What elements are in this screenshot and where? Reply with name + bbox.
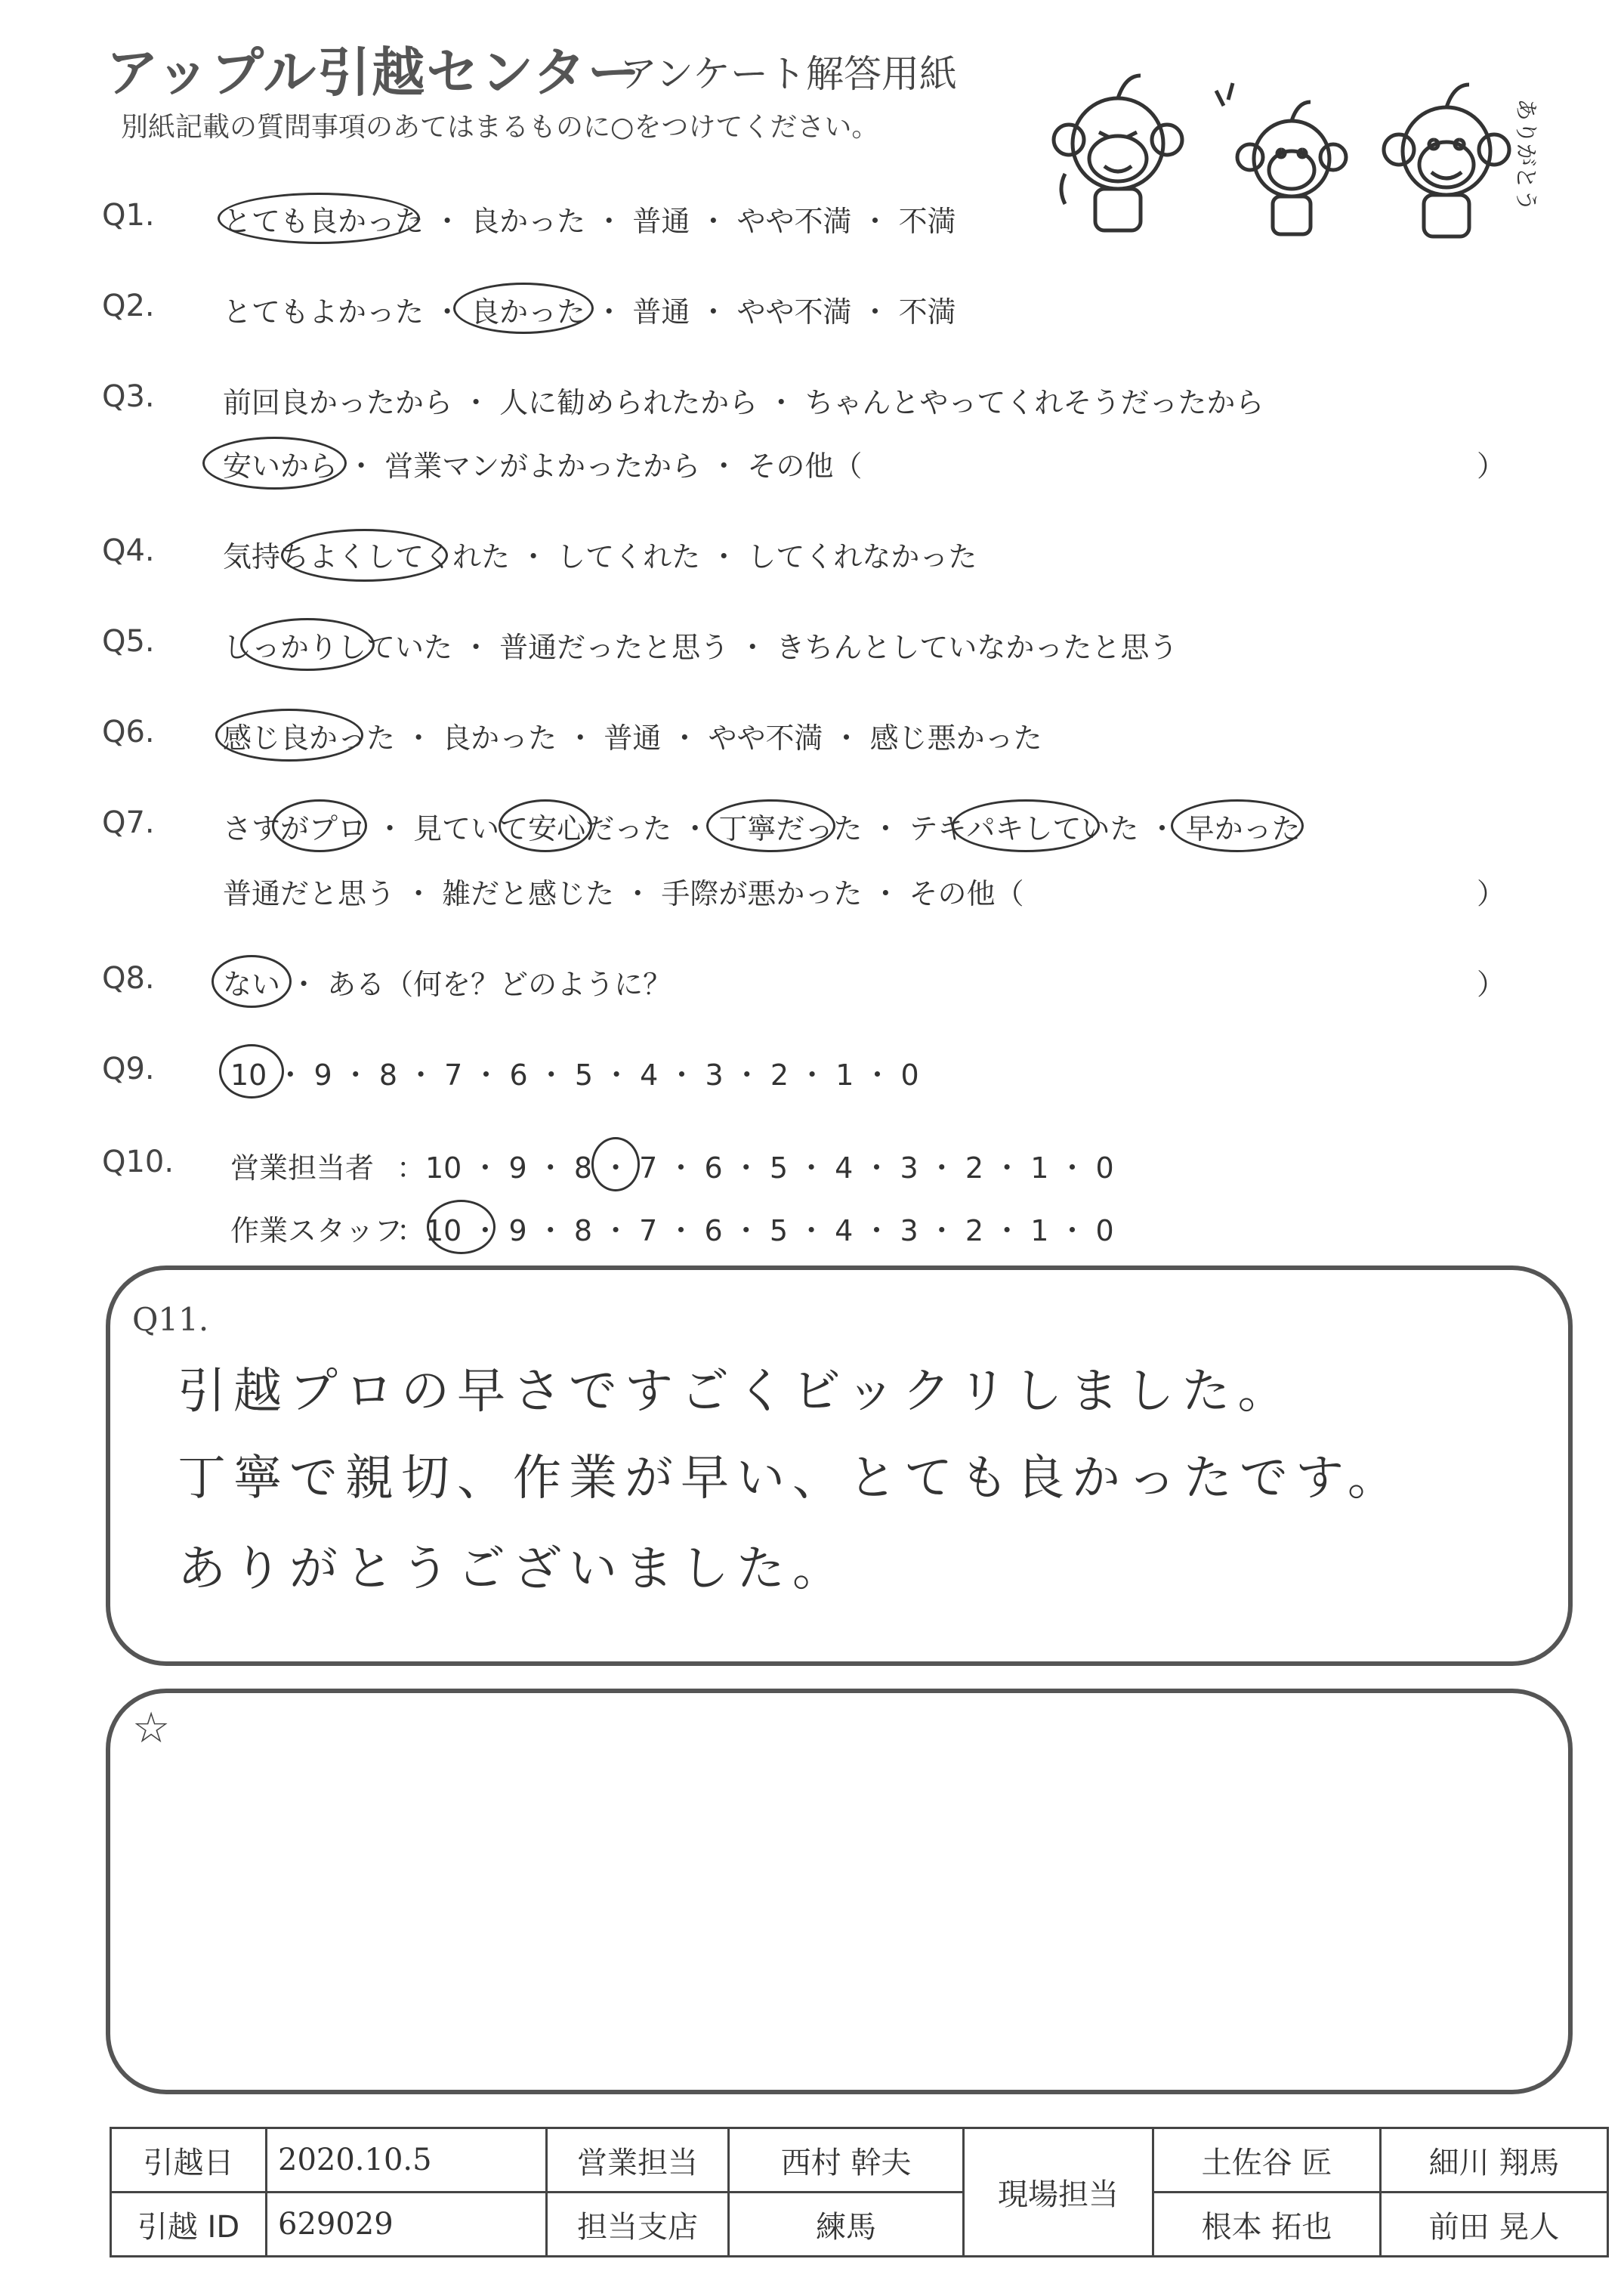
question-number: Q5.	[102, 624, 155, 659]
survey-title: アップル引越センター	[106, 42, 642, 104]
question-options: 10 ・ 9 ・ 8 ・ 7 ・ 6 ・ 5 ・ 4 ・ 3 ・ 2 ・ 1 ・ 0	[230, 1058, 919, 1092]
branch-value: 練馬	[729, 2193, 964, 2257]
question-number: Q3.	[102, 379, 155, 414]
star-comment-box	[106, 1689, 1573, 2094]
question-options-line2: 普通だと思う ・ 雑だと感じた ・ 手際が悪かった ・ その他（	[223, 877, 1024, 910]
question-options: さすがプロ ・ 見ていて安心だった ・ 丁寧だった ・ テキパキしていた ・ 早かった	[223, 812, 1301, 845]
question-number: Q1.	[102, 198, 155, 233]
site-staff-name: 土佐谷 匠	[1153, 2128, 1381, 2193]
question-number: Q9.	[102, 1052, 155, 1086]
question-number: Q7.	[102, 805, 155, 840]
handwritten-comment-line: ありがとうございました。	[178, 1541, 848, 1597]
answer-circle	[706, 799, 835, 852]
monkey-mascots-illustration	[1035, 45, 1548, 242]
question-options: とてもよかった ・ 良かった ・ 普通 ・ やや不満 ・ 不満	[223, 295, 956, 329]
site-staff-name: 細川 翔馬	[1381, 2128, 1608, 2193]
answer-circle	[281, 529, 448, 582]
staff-rating-label: 作業スタッフ	[230, 1214, 403, 1247]
question-options: 前回良かったから ・ 人に勧められたから ・ ちゃんとやってくれそうだったから	[223, 386, 1264, 419]
paren-close: ）	[1477, 877, 1506, 910]
branch-label: 担当支店	[547, 2193, 729, 2257]
answer-circle	[211, 955, 292, 1008]
sales-rep-value: 西村 幹夫	[729, 2128, 964, 2193]
move-id-value: 629029	[267, 2193, 547, 2257]
answer-circle	[218, 193, 420, 244]
sales-rating-options: ：10 ・ 9 ・ 8 ・ 7 ・ 6 ・ 5 ・ 4 ・ 3 ・ 2 ・ 1 ・ 0	[397, 1151, 1114, 1185]
q11-label: Q11.	[132, 1301, 209, 1338]
move-date-value: 2020.10.5	[267, 2128, 547, 2193]
answer-circle	[453, 283, 594, 334]
staff-rating-options: ：10 ・ 9 ・ 8 ・ 7 ・ 6 ・ 5 ・ 4 ・ 3 ・ 2 ・ 1 ・ 0	[397, 1214, 1114, 1247]
question-number: Q2.	[102, 289, 155, 323]
sales-rep-label: 営業担当	[547, 2128, 729, 2193]
answer-circle	[240, 618, 375, 671]
question-number: Q8.	[102, 961, 155, 996]
answer-circle	[215, 709, 363, 762]
answer-circle	[219, 1044, 284, 1099]
answer-circle	[1171, 799, 1304, 852]
answer-circle	[427, 1200, 496, 1254]
answer-circle	[272, 799, 367, 852]
move-info-table	[110, 2127, 1609, 2257]
answer-circle	[591, 1137, 640, 1191]
question-options: しっかりしていた ・ 普通だったと思う ・ きちんとしていなかったと思う	[223, 631, 1178, 664]
question-options: 気持ちよくしてくれた ・ してくれた ・ してくれなかった	[223, 540, 977, 573]
question-options: 感じ良かった ・ 良かった ・ 普通 ・ やや不満 ・ 感じ悪かった	[223, 722, 1042, 755]
answer-circle	[499, 799, 592, 852]
question-options-line2: 安いから ・ 営業マンがよかったから ・ その他（	[223, 450, 863, 483]
paren-close: ）	[1477, 968, 1506, 1001]
site-staff-label: 現場担当	[964, 2128, 1153, 2257]
question-number: Q4.	[102, 533, 155, 568]
answer-circle	[952, 799, 1100, 852]
sales-rating-label: 営業担当者	[230, 1151, 375, 1185]
survey-subtitle: アンケート解答用紙	[619, 52, 957, 96]
star-icon: ☆	[132, 1704, 171, 1753]
move-id-label: 引越 ID	[111, 2193, 267, 2257]
question-options: ない ・ ある（何を？どのように？	[223, 968, 672, 1001]
handwritten-comment-line: 引越プロの早さですごくビックリしました。	[178, 1364, 1294, 1420]
site-staff-name: 根本 拓也	[1153, 2193, 1381, 2257]
question-options: とても良かった ・ 良かった ・ 普通 ・ やや不満 ・ 不満	[223, 205, 956, 238]
handwritten-comment-line: 丁寧で親切、作業が早い、とても良かったです。	[178, 1451, 1403, 1507]
paren-close: ）	[1477, 450, 1506, 483]
question-number: Q6.	[102, 715, 155, 749]
survey-instruction: 別紙記載の質問事項のあてはまるものに○をつけてください。	[121, 112, 879, 143]
mascot-caption: ありがとう	[1512, 98, 1539, 212]
answer-circle	[202, 437, 347, 490]
move-date-label: 引越日	[111, 2128, 267, 2193]
question-number: Q10.	[102, 1145, 174, 1179]
site-staff-name: 前田 晃人	[1381, 2193, 1608, 2257]
